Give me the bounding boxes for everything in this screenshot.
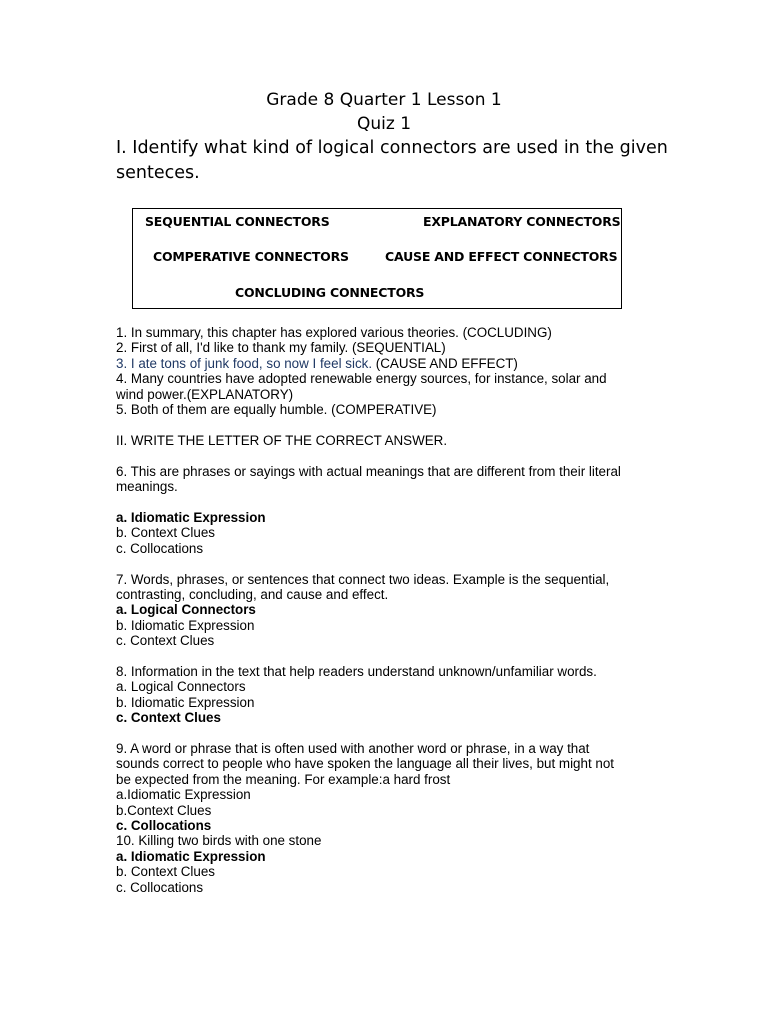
question-3-answer: (CAUSE AND EFFECT) <box>372 355 518 371</box>
question-5: 5. Both of them are equally humble. (COMPERATIVE) <box>116 402 437 418</box>
connector-box <box>132 208 622 309</box>
question-7-line-2: contrasting, concluding, and cause and effect. <box>116 587 389 603</box>
quiz-subtitle: Quiz 1 <box>356 114 412 134</box>
question-7-line-1: 7. Words, phrases, or sentences that connect two ideas. Example is the sequential, <box>116 571 610 587</box>
question-6-option-b: b. Context Clues <box>116 525 215 541</box>
connector-cause-effect: CAUSE AND EFFECT CONNECTORS <box>385 249 618 264</box>
question-9-option-c: c. Collocations <box>116 818 212 834</box>
connector-sequential: SEQUENTIAL CONNECTORS <box>145 214 330 229</box>
question-8-option-c: c. Context Clues <box>116 710 221 726</box>
question-8-option-b: b. Idiomatic Expression <box>116 694 255 710</box>
question-10-option-b: b. Context Clues <box>116 864 215 880</box>
part2-section <box>116 433 656 895</box>
question-6-line-1: 6. This are phrases or sayings with actual meanings that are different from their literal <box>116 463 621 479</box>
question-6-option-a: a. Idiomatic Expression <box>116 510 266 525</box>
question-9-option-a: a.Idiomatic Expression <box>116 787 251 803</box>
question-4-line-2: wind power.(EXPLANATORY) <box>116 386 294 402</box>
question-7-option-c: c. Context Clues <box>116 633 215 649</box>
connector-comparative: COMPERATIVE CONNECTORS <box>153 249 349 264</box>
question-7-option-a: a. Logical Connectors <box>116 602 256 618</box>
question-10-option-a: a. Idiomatic Expression <box>116 848 266 864</box>
question-10-option-c: c. Collocations <box>116 879 204 895</box>
question-8-option-a: a. Logical Connectors <box>116 679 246 695</box>
question-7-option-b: b. Idiomatic Expression <box>116 617 255 633</box>
question-9-line-3: be expected from the meaning. For example:a hard frost <box>116 771 451 787</box>
question-6-line-2: meanings. <box>116 479 178 495</box>
question-8-line-1: 8. Information in the text that help readers understand unknown/unfamiliar words. <box>116 664 597 680</box>
question-6-option-c: c. Collocations <box>116 540 204 556</box>
question-1: 1. In summary, this chapter has explored various theories. (COCLUDING) <box>116 325 552 340</box>
question-9-line-2: sounds correct to people who have spoken the language all their lives, but might not <box>116 756 614 772</box>
part1-instruction: I. Identify what kind of logical connectors are used in the given senteces. <box>116 138 668 183</box>
connector-concluding: CONCLUDING CONNECTORS <box>235 285 425 300</box>
question-9-line-1: 9. A word or phrase that is often used with another word or phrase, in a way that <box>116 741 590 757</box>
question-4-line-1: 4. Many countries have adopted renewable energy sources, for instance, solar and <box>116 371 607 387</box>
connector-explanatory: EXPLANATORY CONNECTORS <box>423 214 621 229</box>
question-3-sentence: 3. I ate tons of junk food, so now I feel sick. <box>116 355 373 371</box>
question-10-line-1: 10. Killing two birds with one stone <box>116 833 322 849</box>
part1-answers <box>116 325 656 417</box>
question-3 <box>116 356 656 371</box>
question-9-option-b: b.Context Clues <box>116 802 212 818</box>
question-2: 2. First of all, I'd like to thank my family. (SEQUENTIAL) <box>116 340 446 356</box>
part2-heading: II. WRITE THE LETTER OF THE CORRECT ANSWER. <box>116 433 448 448</box>
page-title: Grade 8 Quarter 1 Lesson 1 <box>266 90 502 110</box>
